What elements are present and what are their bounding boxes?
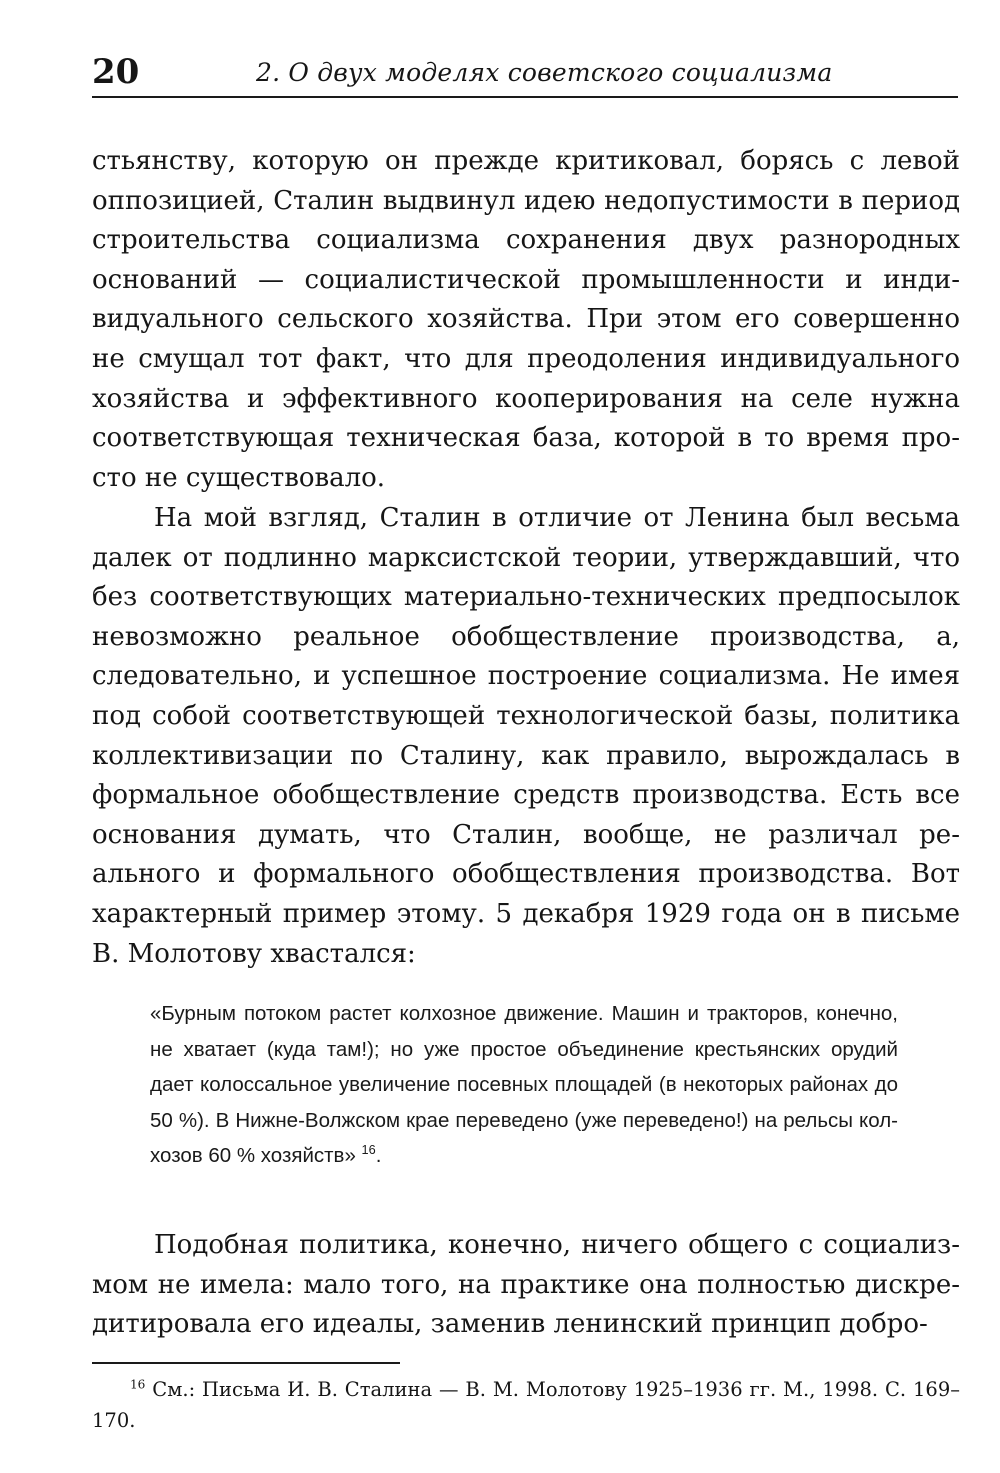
footnote-text: См.: Письма И. В. Сталина — В. М. Молотову 1925–1936 гг. М., 1998. С. 169–170.	[92, 1378, 960, 1432]
page-number: 20	[92, 52, 140, 92]
footnote-divider	[92, 1362, 400, 1364]
paragraph-2: На мой взгляд, Сталин в отличие от Ленина был весьма далек от подлинно марксистской теории, утверждавший, что без соответствующих материально-технических предпосылок невозможно реальное обобществление производства, а, следовательно, и успешное построение социализма. Не имея под собой соответствующей технологической базы, политика коллективизации по Сталину, как правило, вырождалась в формальное обобществление средств производства. Есть все основания думать, что Сталин, вообще, не различал реального и формального обобществления производства. Вот характерный пример этому. 5 декабря 1929 года он в письме В. Молотову хвастался:	[92, 503, 960, 969]
running-title: 2. О двух моделях советского социализма	[256, 58, 833, 87]
paragraph-3: Подобная политика, конечно, ничего общего с социализмом не имела: мало того, на практике она полностью дискредитировала его идеалы, заменив ленинский принцип добро-	[92, 1230, 960, 1340]
footnote	[92, 1374, 960, 1436]
page-header	[92, 52, 958, 98]
quote-footnote-ref[interactable]: 16	[361, 1142, 376, 1158]
paragraph-1: стьянству, которую он прежде критиковал, борясь с левой оппозицией, Сталин выдвинул идею недопустимости в период строительства социализма сохранения двух разнородных оснований — социалистической промышленности и индивидуального сельского хозяйства. При этом его совершенно не смущал тот факт, что для преодоления индивидуального хозяйства и эффективного кооперирования на селе нужна соответствующая техническая база, которой в то время просто не существовало.	[92, 146, 960, 493]
quote-end: .	[375, 1144, 382, 1168]
footnote-number: 16	[130, 1377, 146, 1392]
quote-text: «Бурным потоком растет колхозное движение. Машин и тракторов, конечно, не хватает (куда там!); но уже простое объединение крестьянских орудий дает колоссальное увеличение посевных площадей (в некоторых районах до 50 %). В Нижне-Волжском крае переведено (уже переведено!) на рельсы колхозов 60 % хозяйств»	[150, 1002, 898, 1168]
block-quote	[150, 996, 898, 1174]
